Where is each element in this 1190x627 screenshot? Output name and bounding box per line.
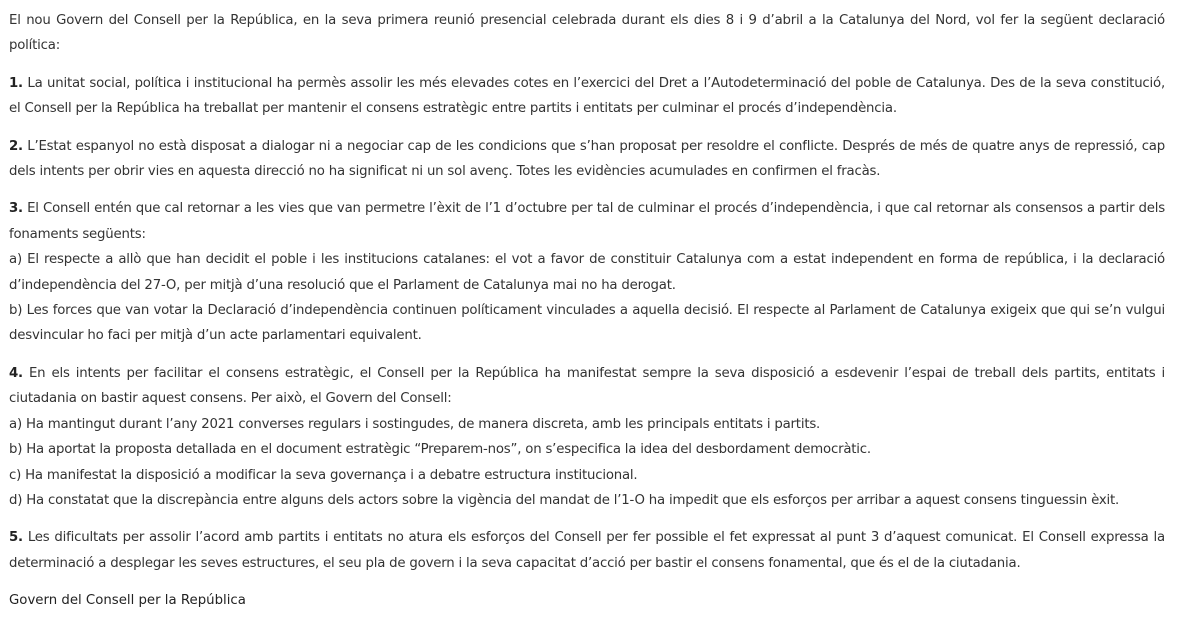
point-paragraph (9, 196, 1165, 247)
point-number: 2. (9, 138, 23, 154)
sub-item: d) Ha constatat que la discrepància entre alguns dels actors sobre la vigència del mandat de l’1-O ha impedit que els esforços per arribar a aquest consens tinguessin èxit. (9, 492, 1120, 508)
sub-item: b) Ha aportat la proposta detallada en el document estratègic “Preparem-nos”, on s’especifica la idea del desbordament democràtic. (9, 442, 871, 458)
point-2 (9, 134, 1165, 185)
sub-item: a) Ha mantingut durant l’any 2021 converses regulars i sostingudes, de manera discreta, amb les principals entitats i partits. (9, 416, 821, 432)
point-paragraph (9, 134, 1165, 185)
point-text: L’Estat espanyol no està disposat a dialogar ni a negociar cap de les condicions que s’han proposat per resoldre el conflicte. Després de més de quatre anys de repressió, cap dels intents per obrir vies en aquesta direcció no ha significat ni un sol avenç. Totes les evidències acumulades en confirmen el fracàs. (9, 138, 1166, 180)
point-1 (9, 71, 1165, 122)
point-text: En els intents per facilitar el consens estratègic, el Consell per la República ha manifestat sempre la seva disposició a esdevenir l’espai de treball dels partits, entitats i ciutadania on bastir aquest consens. Per això, el Govern del Consell: (9, 365, 1165, 407)
sub-item: c) Ha manifestat la disposició a modificar la seva governança i a debatre estructura institucional. (9, 467, 638, 483)
point-text: La unitat social, política i institucional ha permès assolir les més elevades cotes en l’exercici del Dret a l’Autodeterminació del poble de Catalunya. Des de la seva constitució, el Consell per la República ha treballat per mantenir el consens estratègic entre partits i entitats per culminar el procés d’independència. (9, 75, 1165, 117)
declaration-document (9, 8, 1165, 614)
point-5 (9, 525, 1165, 576)
sub-item: b) Les forces que van votar la Declaració d’independència continuen políticament vinculades a aquella decisió. El respecte al Parlament de Catalunya exigeix que qui se’n vulgui desvincular ho faci per mitjà d’un acte parlamentari equivalent. (9, 303, 1165, 344)
signature: Govern del Consell per la República (9, 593, 246, 609)
point-3 (9, 196, 1165, 348)
intro-paragraph: El nou Govern del Consell per la República, en la seva primera reunió presencial celebrada durant els dies 8 i 9 d’abril a la Catalunya del Nord, vol fer la següent declaració política: (9, 13, 1165, 54)
point-4 (9, 361, 1165, 513)
point-text: El Consell entén que cal retornar a les vies que van permetre l’èxit de l’1 d’octubre per tal de culminar el procés d’independència, i que cal retornar als consensos a partir dels fonaments següents: (9, 201, 1165, 242)
point-text: Les dificultats per assolir l’acord amb partits i entitats no atura els esforços del Consell per fer possible el fet expressat al punt 3 d’aquest comunicat. El Consell expressa la determinació a desplegar les seves estructures, el seu pla de govern i la seva capacitat d’acció per bastir el consens fonamental, que és el de la ciutadania. (9, 530, 1165, 571)
point-number: 3. (9, 201, 23, 217)
point-number: 4. (9, 365, 23, 381)
point-paragraph (9, 361, 1165, 412)
point-paragraph (9, 525, 1165, 576)
point-paragraph (9, 71, 1165, 122)
sub-item: a) El respecte a allò que han decidit el poble i les institucions catalanes: el vot a favor de constituir Catalunya com a estat independent en forma de república, i la declaració d’independència del 27-O, per mitjà d’una resolució que el Parlament de Catalunya mai no ha derogat. (9, 252, 1165, 293)
point-number: 5. (9, 530, 23, 546)
point-number: 1. (9, 75, 23, 91)
